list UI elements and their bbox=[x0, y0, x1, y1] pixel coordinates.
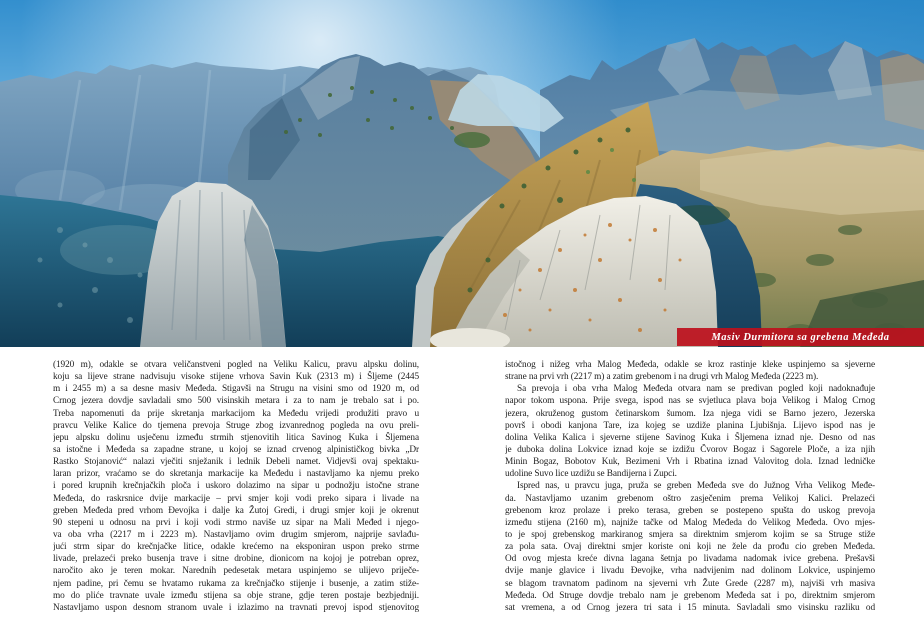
text-line: Rastko Stojanović“ nalazi vječiti snježanik i lednik Debeli namet. Vidjevši ovaj spektaku- bbox=[53, 457, 419, 468]
photo-caption-band bbox=[677, 328, 924, 346]
text-line: dolina Velika Kalica i sjeverne stijene Savinog Kuka i Šljemena iznad nje. Desno od nas bbox=[505, 432, 875, 443]
text-line: se blagom travnatom padinom na sjeverni vrh Žute Grede (2287 m), najviši vrh masiva bbox=[505, 578, 875, 589]
text-line: za pola sata. Ovaj direktni smjer koriste oni koji ne žele da prođu cio greben Međeda. bbox=[505, 542, 875, 553]
photo-caption: Masiv Durmitora sa grebena Međeda bbox=[711, 331, 890, 343]
text-line: udoline Suvo lice uzdižu se Bandijerna i Zupci. bbox=[505, 469, 677, 480]
text-line: Sa prevoja i oba vrha Malog Međeda otvara nam se predivan pogled koji nadoknađuje bbox=[517, 384, 875, 395]
text-line: m i 2455 m) a sa desne masiv Međeda. Stigavši na Strugu na visini smo od 1920 m, od bbox=[53, 384, 419, 395]
text-line: površ i obodi kanjona Tare, iza kojeg se uzdiže planina Ljubišnja. Lijevo ispod nas je bbox=[505, 420, 875, 431]
text-line: pravcu Velike Kalice do tjemena prevoja Struge zbog izvanrednog pogleda na ovu preli- bbox=[53, 420, 419, 431]
text-line: jezera, okruženog gustom četinarskom šumom. Iza njega vidi se Barno jezero, Jezerska bbox=[505, 408, 875, 419]
text-line: jepu alpsku dolinu usječenu između strmih stjenovitih litica Savinog Kuka i Šljemena bbox=[53, 432, 419, 443]
text-line: i pored krupnih krečnjačkih ploča i uskoro dolazimo na sipar u podnožju istočne strane bbox=[53, 481, 419, 492]
text-line: istočnog i nižeg vrha Malog Međeda, odakle se kroz rastinje kleke uspinjemo sa sjeverne bbox=[505, 360, 875, 370]
text-line: Ispred nas, u pravcu juga, pruža se greben Međeda sve do Južnog Vrha Velikog Međe- bbox=[517, 481, 875, 492]
text-line: (1920 m), odakle se otvara veličanstveni pogled na Veliku Kalicu, pravu alpsku dolinu, bbox=[53, 360, 419, 370]
text-line: njem padine, pri čemu se hvatamo rukama za krečnjačko stijenje i busenje, a zatim stiže- bbox=[53, 578, 419, 589]
text-line: Minin Bogaz, Bobotov Kuk, Bezimeni Vrh i Rbatina iznad Valovitog dola. Iznad ledničke bbox=[505, 457, 875, 468]
text-line: sa istočne i Međeda sa zapadne strane, u kojoj se iznad crvenog alpinističkog bivka „Dr bbox=[53, 444, 419, 455]
text-line: napor tokom uspona. Prije svega, ispod nas se svjetluca plava boja Velikog i Malog Crnog bbox=[505, 396, 875, 407]
text-line: Od ovog mjesta kreće divna lagana šetnja po livadama nadomak ivice grebena. Prešavši bbox=[505, 554, 875, 565]
text-line: Međeda. Od Struge dovdje trebalo nam je grebenom Međeda sat i po, direktnim smjerom bbox=[505, 590, 875, 601]
text-line: je duboka dolina Lokvice iznad koje se izdižu Čvorov Bogaz i Sagorele Ploče, a iza njih bbox=[505, 444, 875, 455]
text-line: greben Međeda pred vrhom Đevojka i dalje ka Žutoj Gredi, i drugi smjer koji je okrenut bbox=[53, 505, 419, 516]
text-line: 90 stepeni u odnosu na prvi i koji vodi strmo naviše uz sipar na Mali Međed i njego- bbox=[53, 517, 419, 528]
text-line: Nastavljamo uspon desnom stranom uvale i izlazimo na travnati prevoj ispod stjenovitog bbox=[53, 602, 419, 613]
text-line: između stijena (2160 m), najniže tačke od Malog Međeda do Velikog Međeda. Ovo mjes- bbox=[505, 517, 875, 528]
text-line: laran prizor, vraćamo se do skretanja markacije ka Međedu i nastavljamo ka njemu preko bbox=[53, 469, 419, 480]
text-line: Treba napomenuti da prije skretanja markacijom ka Međedu vrijedi produžiti pravo u bbox=[53, 408, 419, 419]
text-line: strane na prvi vrh (2217 m) a zatim grebenom i na drugi vrh Malog Međeda (2223 m). bbox=[505, 372, 819, 383]
text-line: to je spoj grebenskog markiranog smjera sa direktnim smjerom kojim se sa Struge stiže bbox=[505, 529, 875, 540]
right-column bbox=[505, 359, 875, 614]
text-line: sat vremena, a od Crnog jezera tri sata i 15 minuta. Savladali smo visinsku razliku od bbox=[505, 602, 875, 613]
text-line: koju sa lijeve strane nadvisuju visoke stijene vrhova Savin Kuk (2313 m) i Šljeme (2445 bbox=[53, 372, 419, 383]
text-line: jući strm sipar do krečnjačke litice, odakle krećemo na eksponiran uspon preko strme bbox=[53, 542, 419, 553]
text-line: Međeda, do raskrsnice dvije markacije – prvi smjer koji vodi preko sipara i livade na bbox=[53, 493, 419, 504]
text-line: grebenom kroz prolaze i preko terasa, greben se postepeno spušta do uskog prevoja bbox=[505, 505, 875, 516]
text-line: va oba vrha (2217 m i 2223 m). Nastavljamo ovim drugim smjerom, najprije savlađu- bbox=[53, 529, 419, 540]
text-line: mo do pliće travnate uvale između stijena sa obje strane, gdje teren postaje bezbjedniji. bbox=[53, 590, 419, 601]
text-line: dvije manje glavice i livadu Đevojke, vrha nadvijenim nad dolinom Lokvice, uspinjemo bbox=[505, 566, 875, 577]
text-line: da. Nastavljamo uzanim grebenom oštro zasječenim prema Velikoj Kalici. Prelazeći bbox=[505, 493, 875, 504]
text-line: Crnog jezera dovdje savladali smo 500 visinskih metara i za to nam je trebalo sat i po. bbox=[53, 396, 419, 407]
text-line: naročito ako je teren mokar. Narednih pedesetak metara uspinjemo se ulijevo priječe- bbox=[53, 566, 419, 577]
text-line: livade, prelazeći preko busenja trave i sitne drobine, dionicom na kojoj je potreban oprez, bbox=[53, 554, 419, 565]
left-column bbox=[53, 359, 419, 614]
